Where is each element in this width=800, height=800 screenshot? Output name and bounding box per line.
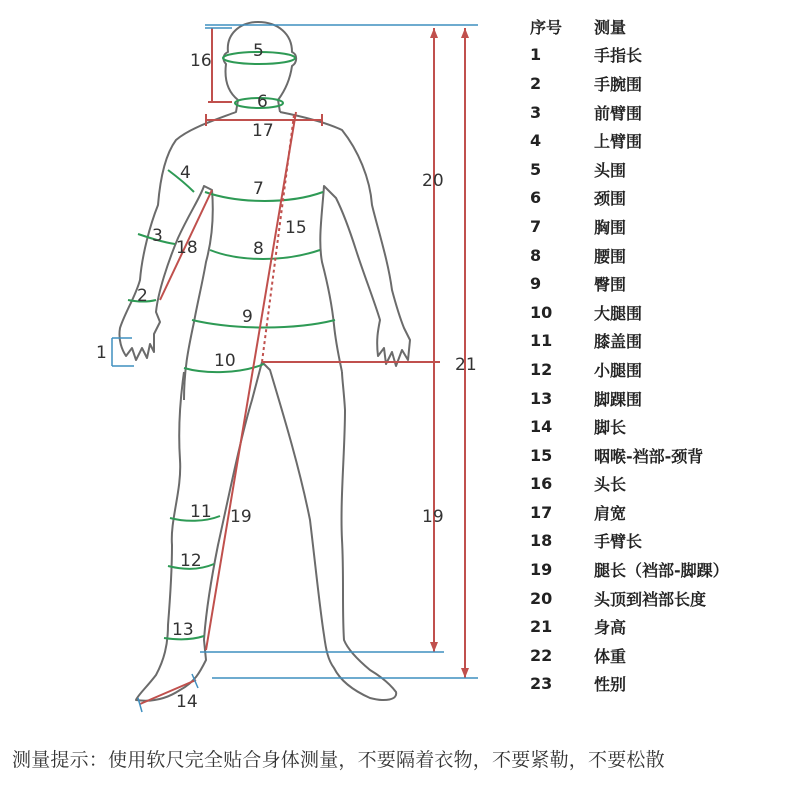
height-arrow-bottom — [461, 668, 469, 678]
waist-line — [210, 250, 320, 259]
legend-measurement-name: 头围 — [594, 160, 627, 180]
legend-index: 18 — [530, 531, 553, 551]
legend-index: 23 — [530, 674, 553, 694]
legend-measurement-name: 手指长 — [594, 46, 643, 66]
legend-measurement-name: 前臂围 — [594, 103, 643, 123]
legend-index: 5 — [530, 159, 542, 179]
marker-11: 11 — [190, 502, 212, 522]
legend-index: 16 — [530, 474, 553, 494]
leg-length-line — [206, 112, 296, 650]
legend-measurement-name: 臀围 — [594, 275, 627, 295]
right-arm-outline — [280, 112, 410, 372]
reference-lines — [112, 25, 478, 712]
legend-row — [530, 527, 790, 556]
legend-index: 17 — [530, 502, 553, 522]
legend-row — [530, 498, 790, 527]
length-lines — [140, 28, 465, 704]
legend-row — [530, 155, 790, 184]
measurement-tip: 测量提示：使用软尺完全贴合身体测量，不要隔着衣物，不要紧勒，不要松散 — [12, 749, 665, 771]
legend-index: 3 — [530, 102, 542, 122]
marker-19-left: 19 — [230, 507, 252, 527]
marker-5: 5 — [253, 41, 264, 61]
right-leg-outline — [262, 362, 396, 700]
measurement-legend — [530, 12, 790, 698]
legend-row — [530, 41, 790, 70]
legend-index: 21 — [530, 617, 553, 637]
legend-header — [530, 12, 790, 41]
legend-measurement-name: 手腕围 — [594, 74, 643, 94]
legend-row — [530, 184, 790, 213]
legend-index: 15 — [530, 445, 553, 465]
legend-measurement-name: 膝盖围 — [594, 332, 643, 352]
legend-measurement-name: 体重 — [594, 646, 627, 666]
legend-index: 8 — [530, 245, 542, 265]
marker-17: 17 — [252, 121, 274, 141]
legend-row — [530, 584, 790, 613]
left-leg-outline — [136, 362, 262, 701]
chest-line — [205, 192, 323, 201]
legend-measurement-name: 腿长（裆部-脚踝） — [594, 561, 729, 581]
marker-6: 6 — [257, 92, 268, 112]
legend-row — [530, 69, 790, 98]
arrowheads — [430, 28, 469, 678]
legend-row — [530, 612, 790, 641]
legend-row — [530, 555, 790, 584]
legend-measurement-name: 身高 — [594, 618, 627, 638]
marker-21: 21 — [455, 355, 477, 375]
legend-row — [530, 641, 790, 670]
legend-rows — [530, 41, 790, 699]
head-to-crotch-arrow-top — [430, 28, 438, 38]
legend-measurement-name: 上臂围 — [594, 132, 643, 152]
legend-row — [530, 327, 790, 356]
legend-row — [530, 355, 790, 384]
legend-row — [530, 670, 790, 699]
marker-7: 7 — [253, 179, 264, 199]
marker-20: 20 — [422, 171, 444, 191]
legend-header-name: 测量 — [594, 17, 627, 37]
marker-16: 16 — [190, 51, 212, 71]
legend-index: 9 — [530, 274, 542, 294]
legend-measurement-name: 肩宽 — [594, 503, 627, 523]
legend-row — [530, 212, 790, 241]
number-labels — [96, 41, 477, 712]
marker-8: 8 — [253, 239, 264, 259]
marker-10: 10 — [214, 351, 236, 371]
legend-index: 10 — [530, 302, 553, 322]
legend-row — [530, 269, 790, 298]
legend-row — [530, 412, 790, 441]
legend-row — [530, 98, 790, 127]
legend-index: 11 — [530, 331, 553, 351]
legend-row — [530, 126, 790, 155]
legend-row — [530, 241, 790, 270]
legend-index: 19 — [530, 560, 553, 580]
legend-measurement-name: 头长 — [594, 475, 627, 495]
legend-measurement-name: 手臂长 — [594, 532, 643, 552]
marker-15: 15 — [285, 218, 307, 238]
legend-measurement-name: 颈围 — [594, 189, 627, 209]
marker-18: 18 — [176, 238, 198, 258]
legend-measurement-name: 咽喉-裆部-颈背 — [594, 446, 704, 466]
legend-measurement-name: 胸围 — [594, 217, 627, 237]
legend-index: 22 — [530, 645, 553, 665]
legend-header-index: 序号 — [530, 17, 563, 37]
legend-row — [530, 441, 790, 470]
head-to-crotch-arrow-bottom — [430, 642, 438, 652]
legend-index: 4 — [530, 131, 542, 151]
legend-index: 13 — [530, 388, 553, 408]
legend-measurement-name: 性别 — [594, 675, 627, 695]
marker-2: 2 — [137, 286, 148, 306]
legend-measurement-name: 脚踝围 — [594, 389, 643, 409]
marker-9: 9 — [242, 307, 253, 327]
marker-12: 12 — [180, 551, 202, 571]
legend-index: 12 — [530, 359, 553, 379]
marker-4: 4 — [180, 163, 191, 183]
height-arrow-top — [461, 28, 469, 38]
circumference-lines — [128, 52, 335, 639]
legend-index: 6 — [530, 188, 542, 208]
legend-index: 1 — [530, 45, 542, 65]
marker-19-right: 19 — [422, 507, 444, 527]
hip-line — [192, 320, 335, 328]
legend-measurement-name: 头顶到裆部长度 — [594, 589, 707, 609]
marker-14: 14 — [176, 692, 198, 712]
legend-measurement-name: 脚长 — [594, 418, 627, 438]
legend-measurement-name: 腰围 — [594, 246, 627, 266]
legend-index: 2 — [530, 73, 542, 93]
legend-row — [530, 384, 790, 413]
legend-index: 7 — [530, 216, 542, 236]
legend-measurement-name: 小腿围 — [594, 360, 643, 380]
legend-index: 20 — [530, 588, 553, 608]
marker-3: 3 — [152, 226, 163, 246]
marker-13: 13 — [172, 620, 194, 640]
marker-1: 1 — [96, 343, 107, 363]
legend-row — [530, 298, 790, 327]
legend-row — [530, 470, 790, 499]
legend-measurement-name: 大腿围 — [594, 303, 643, 323]
legend-index: 14 — [530, 417, 553, 437]
